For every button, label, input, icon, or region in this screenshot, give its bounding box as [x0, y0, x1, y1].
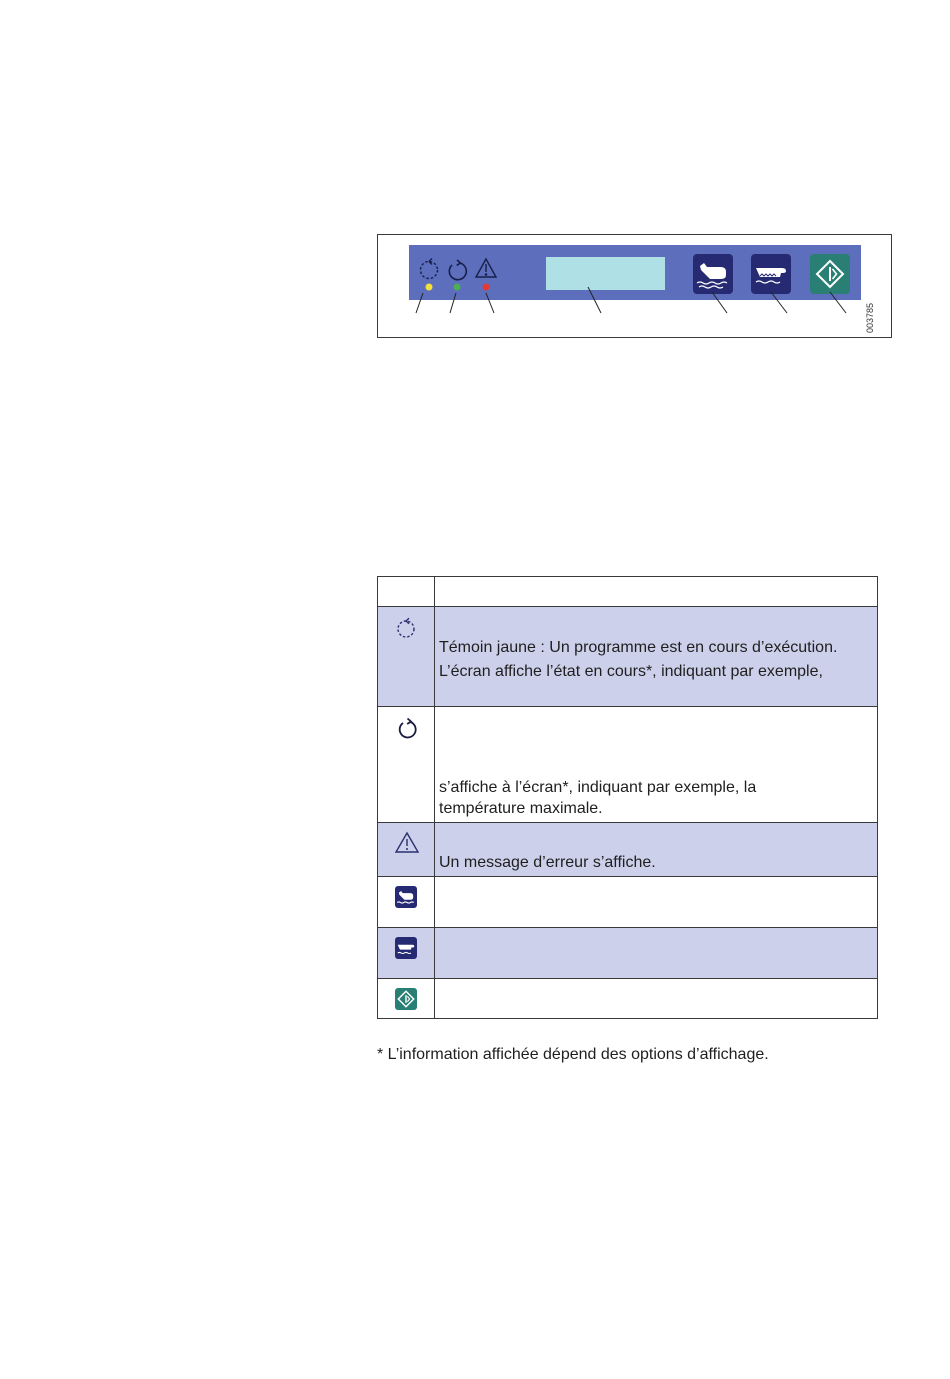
control-panel-figure	[377, 234, 892, 338]
table-row	[377, 706, 878, 823]
bedpan-button-icon	[395, 886, 417, 908]
table-row	[377, 822, 878, 877]
footnote: * L’information affichée dépend des options d’affichage.	[377, 1046, 769, 1063]
row-text-line: Un message d’erreur s’affiche.	[439, 854, 656, 871]
urinal-button-icon	[395, 937, 417, 959]
table-row	[377, 978, 878, 1019]
table-header-row	[377, 576, 878, 607]
warning-triangle-icon	[394, 831, 420, 855]
table-row	[377, 606, 878, 707]
table-row	[377, 876, 878, 928]
callout-lines	[416, 287, 846, 313]
row-text-line: L’écran affiche l’état en cours*, indiquant par exemple,	[439, 663, 823, 680]
row-text-line: s’affiche à l’écran*, indiquant par exemple, la	[439, 779, 757, 796]
figure-code: 003785	[865, 302, 875, 334]
circle-arrow-icon	[394, 715, 420, 741]
start-diamond-icon	[395, 988, 417, 1010]
row-text-line: température maximale.	[439, 800, 603, 817]
row-text-line: Témoin jaune : Un programme est en cours d’exécution.	[439, 639, 838, 656]
dashed-circle-arrow-icon	[394, 615, 420, 641]
table-row	[377, 927, 878, 979]
header-cell-symbol	[378, 577, 435, 606]
header-cell-description	[435, 577, 877, 606]
